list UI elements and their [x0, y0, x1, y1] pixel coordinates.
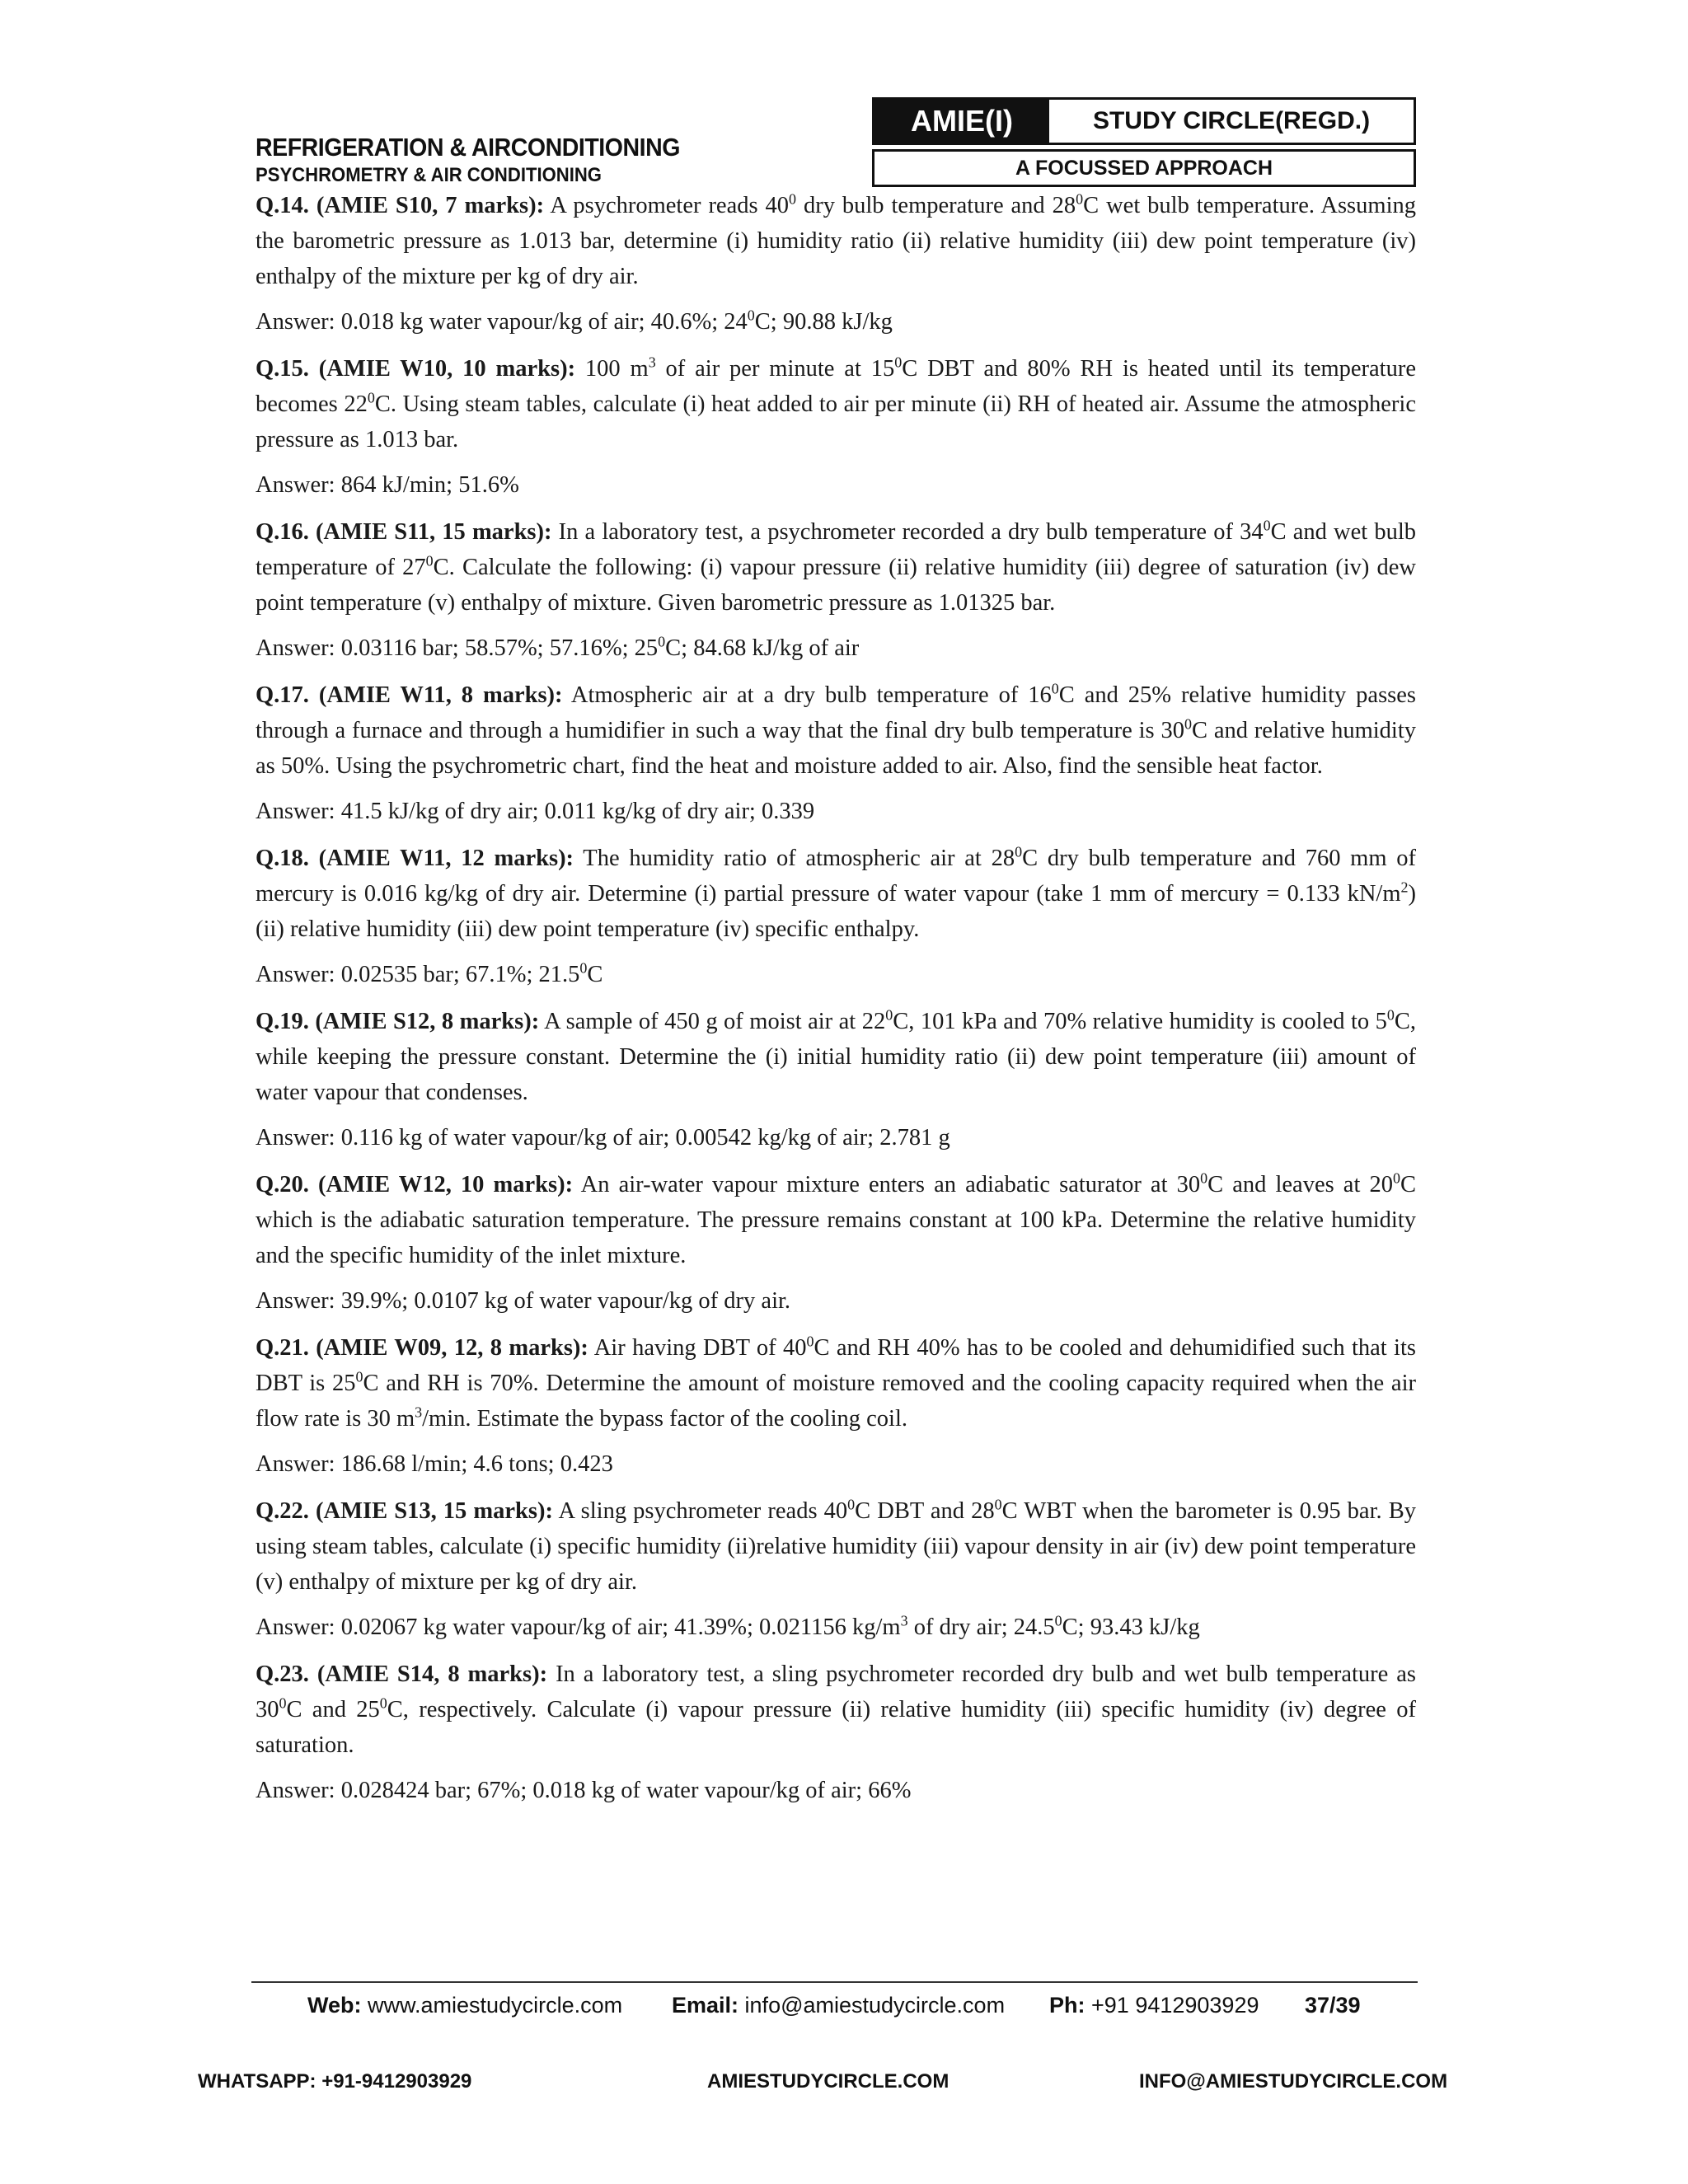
superscript: 0	[789, 190, 797, 208]
text-run: of air per minute at 15	[655, 356, 895, 382]
superscript: 0	[1200, 1169, 1208, 1187]
text-run: Answer: 39.9%; 0.0107 kg of water vapour/kg of dry air.	[256, 1288, 791, 1314]
superscript: 0	[747, 307, 755, 324]
question-item	[256, 1330, 1416, 1436]
page-number: 37/39	[1305, 1993, 1361, 2018]
question-item	[256, 677, 1416, 784]
footer-web-url[interactable]: www.amiestudycircle.com	[368, 1993, 623, 2018]
superscript: 0	[379, 1694, 387, 1712]
superscript: 0	[847, 1496, 856, 1513]
text-run: C. Using steam tables, calculate (i) heat added to air per minute (ii) RH of heated air. Assume the atmospheric pressure as 1.013 bar.	[256, 391, 1416, 452]
text-run: In a laboratory test, a psychrometer recorded a dry bulb temperature of 34	[551, 519, 1264, 545]
text-run: C; 93.43 kJ/kg	[1062, 1615, 1200, 1640]
brand-logo	[872, 97, 1416, 145]
question-item	[256, 351, 1416, 457]
footer-web-label: Web:	[307, 1993, 362, 2018]
text-run: C, 101 kPa and 70% relative humidity is cooled to 5	[893, 1009, 1387, 1034]
footer-phone	[1049, 1993, 1259, 2018]
text-run: The humidity ratio of atmospheric air at 28	[574, 846, 1015, 871]
answer-item	[256, 467, 1416, 503]
text-run: Answer: 0.116 kg of water vapour/kg of air; 0.00542 kg/kg of air; 2.781 g	[256, 1125, 950, 1151]
superscript: 0	[1392, 1169, 1400, 1187]
superscript: 3	[415, 1404, 423, 1421]
question-heading: Q.18. (AMIE W11, 12 marks):	[256, 846, 574, 871]
superscript: 2	[1400, 879, 1409, 896]
footer-web	[307, 1993, 622, 2018]
document-header	[256, 132, 717, 188]
superscript: 0	[1076, 190, 1084, 208]
question-heading: Q.14. (AMIE S10, 7 marks):	[256, 193, 545, 218]
question-heading: Q.22. (AMIE S13, 15 marks):	[256, 1498, 553, 1524]
answer-item	[256, 1446, 1416, 1482]
contact-email[interactable]: INFO@AMIESTUDYCIRCLE.COM	[1139, 2070, 1448, 2093]
superscript: 0	[806, 1333, 814, 1350]
text-run: C. Calculate the following: (i) vapour pressure (ii) relative humidity (iii) degree of saturation (iv) dew point temperature (v) enthalpy of mixture. Given barometric pressure as 1.01325 bar.	[256, 555, 1417, 616]
superscript: 0	[1263, 517, 1271, 534]
superscript: 3	[648, 354, 656, 371]
question-item	[256, 1493, 1416, 1600]
chapter-title: PSYCHROMETRY & AIR CONDITIONING	[256, 164, 602, 186]
question-heading: Q.19. (AMIE S12, 8 marks):	[256, 1009, 540, 1034]
answer-item	[256, 957, 1416, 992]
superscript: 0	[1051, 680, 1059, 697]
text-run: A sample of 450 g of moist air at 22	[539, 1009, 886, 1034]
answer-item	[256, 630, 1416, 666]
footer-phone-number: +91 9412903929	[1091, 1993, 1259, 2018]
text-run: Answer: 0.03116 bar; 58.57%; 57.16%; 25	[256, 635, 659, 661]
text-run: A psychrometer reads 40	[544, 193, 790, 218]
text-run: C and wet bulb temperature of 27	[256, 519, 1416, 580]
answer-item	[256, 304, 1416, 340]
text-run: An air-water vapour mixture enters an adiabatic saturator at 30	[573, 1172, 1201, 1197]
text-run: C, while keeping the pressure constant. Determine the (i) initial humidity ratio (ii) dew point temperature (iii) amount of water vapour that condenses.	[256, 1009, 1417, 1105]
question-item	[256, 1004, 1416, 1110]
text-run: dry bulb temperature and 28	[796, 193, 1076, 218]
text-run: C and RH 40% has to be cooled and dehumidified such that its DBT is 25	[256, 1335, 1416, 1396]
superscript: 0	[367, 389, 375, 406]
text-run: /min. Estimate the bypass factor of the cooling coil.	[422, 1406, 907, 1432]
text-run: In a laboratory test, a sling psychrometer recorded dry bulb and wet bulb temperature as 30	[256, 1661, 1416, 1722]
subject-title: REFRIGERATION & AIRCONDITIONING	[256, 133, 680, 162]
question-item	[256, 188, 1416, 294]
text-run: C, respectively. Calculate (i) vapour pressure (ii) relative humidity (iii) specific humidity (iv) degree of saturation.	[256, 1697, 1416, 1758]
superscript: 0	[1386, 1006, 1395, 1024]
answer-item	[256, 1120, 1416, 1155]
text-run: C; 90.88 kJ/kg	[754, 309, 893, 335]
text-run: C	[587, 962, 603, 987]
text-run: C; 84.68 kJ/kg of air	[665, 635, 860, 661]
answer-item	[256, 1283, 1416, 1319]
superscript: 0	[279, 1694, 287, 1712]
superscript: 0	[1054, 1612, 1062, 1629]
text-run: Answer: 0.028424 bar; 67%; 0.018 kg of water vapour/kg of air; 66%	[256, 1778, 912, 1803]
question-item	[256, 514, 1416, 621]
answer-item	[256, 1610, 1416, 1645]
footer-divider	[251, 1981, 1418, 1983]
text-run: Answer: 0.02067 kg water vapour/kg of air; 41.39%; 0.021156 kg/m	[256, 1615, 901, 1640]
text-run: of dry air; 24.5	[907, 1615, 1055, 1640]
superscript: 0	[355, 1368, 363, 1385]
text-run: Air having DBT of 40	[588, 1335, 807, 1361]
question-heading: Q.17. (AMIE W11, 8 marks):	[256, 682, 563, 708]
superscript: 0	[1015, 843, 1023, 860]
superscript: 0	[579, 959, 588, 977]
question-list	[256, 188, 1416, 1820]
text-run: C dry bulb temperature and 760 mm of mercury is 0.016 kg/kg of dry air. Determine (i) partial pressure of water vapour (take 1 mm of mercury = 0.133 kN/m	[256, 846, 1417, 907]
text-run: C wet bulb temperature. Assuming the barometric pressure as 1.013 bar, determine (i) humidity ratio (ii) relative humidity (iii) dew point temperature (iv) enthalpy of the mixture per kg of dry air.	[256, 193, 1416, 289]
superscript: 0	[425, 552, 434, 569]
site-link[interactable]: AMIESTUDYCIRCLE.COM	[707, 2070, 950, 2093]
footer-email-label: Email:	[672, 1993, 739, 2018]
footer-email-address[interactable]: info@amiestudycircle.com	[744, 1993, 1006, 2018]
brand-tagline: A FOCUSSED APPROACH	[872, 149, 1416, 187]
text-run: C and 25% relative humidity passes through a furnace and through a humidifier in such a way that the final dry bulb temperature is 30	[256, 682, 1416, 743]
text-run: Answer: 0.018 kg water vapour/kg of air; 40.6%; 24	[256, 309, 748, 335]
text-run: ) (ii) relative humidity (iii) dew point temperature (iv) specific enthalpy.	[256, 881, 1416, 942]
text-run: Atmospheric air at a dry bulb temperature of 16	[562, 682, 1052, 708]
superscript: 3	[900, 1612, 908, 1629]
brand-secondary: STUDY CIRCLE(REGD.)	[1092, 107, 1371, 134]
question-item	[256, 841, 1416, 947]
question-heading: Q.15. (AMIE W10, 10 marks):	[256, 356, 576, 382]
question-heading: Q.16. (AMIE S11, 15 marks):	[256, 519, 552, 545]
superscript: 0	[658, 633, 666, 650]
footer-email	[672, 1993, 1005, 2018]
page-footer	[251, 1988, 1418, 2026]
text-run: C and relative humidity as 50%. Using the psychrometric chart, find the heat and moisture added to air. Also, find the sensible heat factor.	[256, 718, 1416, 779]
superscript: 0	[994, 1496, 1002, 1513]
whatsapp-contact: WHATSAPP: +91-9412903929	[198, 2070, 472, 2093]
text-run: C and 25	[286, 1697, 380, 1722]
text-run: Answer: 864 kJ/min; 51.6%	[256, 472, 519, 498]
text-run: C WBT when the barometer is 0.95 bar. By using steam tables, calculate (i) specific humidity (ii)relative humidity (iii) vapour density in air (iv) dew point temperature (v) enthalpy of mixture per kg of dry air.	[256, 1498, 1416, 1595]
text-run: C DBT and 80% RH is heated until its temperature becomes 22	[256, 356, 1416, 417]
question-heading: Q.23. (AMIE S14, 8 marks):	[256, 1661, 548, 1687]
question-heading: Q.20. (AMIE W12, 10 marks):	[256, 1172, 574, 1197]
superscript: 0	[885, 1006, 893, 1024]
text-run: C DBT and 28	[855, 1498, 995, 1524]
text-run: Answer: 0.02535 bar; 67.1%; 21.5	[256, 962, 580, 987]
question-item	[256, 1167, 1416, 1273]
text-run: A sling psychrometer reads 40	[552, 1498, 848, 1524]
text-run: 100 m	[575, 356, 649, 382]
footer-phone-label: Ph:	[1049, 1993, 1085, 2018]
text-run: C and RH is 70%. Determine the amount of moisture removed and the cooling capacity required when the air flow rate is 30 m	[256, 1371, 1416, 1432]
answer-item	[256, 1773, 1416, 1808]
superscript: 0	[894, 354, 903, 371]
question-item	[256, 1657, 1416, 1763]
text-run: Answer: 41.5 kJ/kg of dry air; 0.011 kg/kg of dry air; 0.339	[256, 799, 815, 824]
answer-item	[256, 794, 1416, 829]
superscript: 0	[1184, 715, 1192, 733]
text-run: C and leaves at 20	[1207, 1172, 1393, 1197]
text-run: C which is the adiabatic saturation temperature. The pressure remains constant at 100 kPa. Determine the relative humidity and the specific humidity of the inlet mixture.	[256, 1172, 1416, 1268]
brand-primary: AMIE(I)	[874, 100, 1049, 143]
text-run: Answer: 186.68 l/min; 4.6 tons; 0.423	[256, 1451, 613, 1477]
question-heading: Q.21. (AMIE W09, 12, 8 marks):	[256, 1335, 588, 1361]
